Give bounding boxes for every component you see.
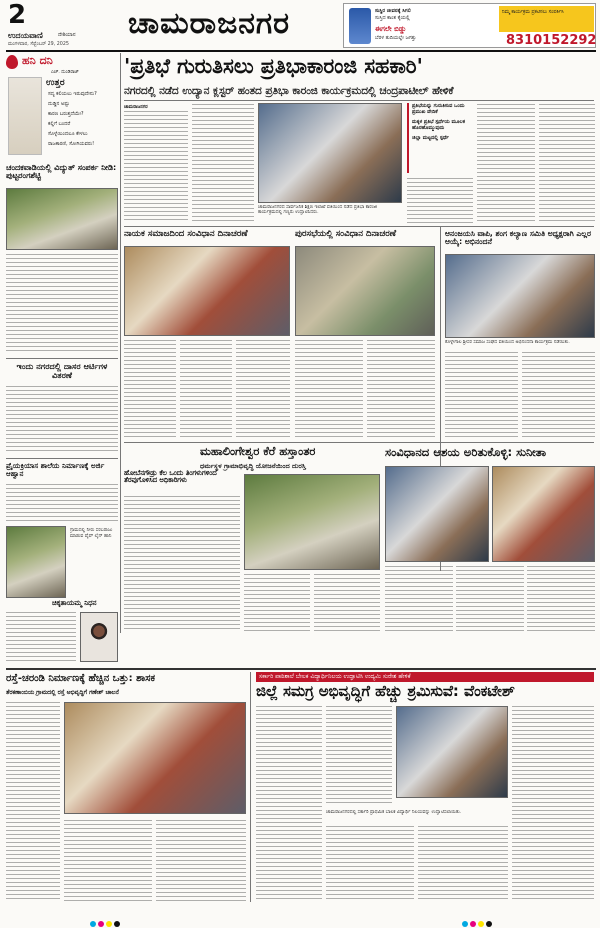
page-number: 2 [8,0,27,30]
edition: ದೇಶಿಯಾನ [58,32,76,38]
mid-story2-headline: ಪುರಸಭೆಯಲ್ಲಿ ಸಂವಿಧಾನ ದಿನಾಚರಣೆ [295,229,397,239]
bottom-right-body-a [256,706,322,902]
bottom-col-divider [250,672,251,902]
mid-story3-headline: ಮಹಾಲಿಂಗೇಶ್ವರ ಕೆರೆ ಹಸ್ತಾಂತರ [200,444,316,458]
mid-story3-photo [244,474,380,570]
ad-line1: ಸುಸ್ಥಿರ ಜೀವನಕ್ಕೆ ಸಿಗಲಿ [375,8,411,14]
honey-line-2: ದುಡ್ಡಿನ ಅಷ್ಟು [48,101,70,107]
cyan-dot [90,921,96,927]
mid-divider-2 [124,442,594,443]
banner-underline [124,100,594,101]
mid-story1-headline: ನಾಯಕ ಸಮಾಜದಿಂದ ಸಂವಿಧಾನ ದಿನಾಚರಣೆ [124,229,248,239]
water-pipe-caption: ಗ್ರಾಮದಲ್ಲಿ ನೀರು ಸರಬರಾಜು ಮಾಡುವ ಪೈಪ್ ಲೈನ್ ಹಾನಿ [70,528,113,539]
mid-story1-body-a [124,340,176,438]
masthead [0,0,600,50]
section-title: ಚಾಮರಾಜನಗರ [128,6,291,41]
paper-name: ಉದಯವಾಣಿ [8,31,43,40]
left-story1-headline: ಚಂದಕವಾಡಿಯಲ್ಲಿ ವಿದ್ಯುತ್ ಸಂಪರ್ಕ ನೀಡಿ: ಪುಟ್ಟರಂಗಶೆಟ್ಟಿ [6,163,117,181]
banner-body-col5 [477,104,535,223]
obituary-portrait [80,612,118,662]
ad-phone-number: 8310152292 [506,33,597,48]
bottom-left-body-b [64,820,152,902]
top-banner-subhead: ನಗರದಲ್ಲಿ ನಡೆದ ಉದ್ಯಾನ ಕ್ಲಸ್ಟರ್ ಹಂತದ ಪ್ರತಿಭಾ ಕಾರಂಜಿ ಕಾರ್ಯಕ್ರಮದಲ್ಲಿ ಚಂದ್ರಪಾಟೀಲ್ ಹೇಳಿಕೆ [124,85,454,97]
mid-story3-body-b [314,574,380,632]
mid-story3-subhead: ಧರ್ಮಸ್ಥಳ ಗ್ರಾಮಾಭಿವೃದ್ಧಿ ಯೋಜನೆಯಿಂದ ದುರಸ್ತಿ [200,462,306,470]
bottom-right-headline: ಜಿಲ್ಲೆ ಸಮಗ್ರ ಅಭಿವೃದ್ಧಿಗೆ ಹೆಚ್ಚು ಶ್ರಮಿಸುವೆ: ವೆಂಕಟೇಶ್ [256,683,515,700]
mid-story1-body-b [180,340,232,438]
yellow-dot-2 [478,921,484,927]
mid-divider-1 [124,226,594,227]
left-story2-body [6,386,118,454]
mid-story2-body-a [295,340,363,438]
right-story2-body-c [527,566,595,632]
bottom-right-kicker: ಸರ್ಕಾರಿ ಪಾಠಿಶಾಲೆ ಬೇಲಕ ವಿದ್ಯಾರ್ಥಿನಿಲಯ ಉದ್ಘಾಟಿಸಿ ಉದ್ಯಮಿ ಸುರೇಶ ಹೇಳಿಕೆ [256,672,594,682]
left-divider-2 [6,458,118,459]
masthead-divider [6,50,596,52]
col-divider-left [120,53,121,633]
left-story1-body [6,254,118,354]
mid-story1-photo [124,246,290,336]
right-story1-photo [445,254,595,338]
date: ಮಂಗಳವಾರ, ಸೆಪ್ಟೆಂಬರ್ 29, 2025 [8,42,69,47]
bottom-left-headline: ರಸ್ತೆ-ಚರಂಡಿ ನಿರ್ಮಾಣಕ್ಕೆ ಹೆಚ್ಚಿನ ಒತ್ತು: ಶಾಸಕ [6,673,155,684]
banner-body-col6 [539,104,595,223]
top-banner-headline: 'ಪ್ರತಿಭೆ ಗುರುತಿಸಲು ಪ್ರತಿಭಾಕಾರಂಜಿ ಸಹಕಾರಿ' [124,54,423,78]
honey-dani-box [6,55,116,161]
yellow-dot [106,921,112,927]
banner-body-col1 [124,111,188,223]
ad-line2: ಸುಸ್ತಿದ ಕಾಂತ ಕೈಯಲ್ಲಿ [375,15,410,21]
bottom-right-body-e [512,706,594,902]
obituary-body [6,612,76,662]
honey-illustration [8,77,42,155]
honey-title: ಉತ್ತರ [46,78,65,88]
magenta-dot-2 [470,921,476,927]
bullet-3: ಜಿಲ್ಲಾ ಮಟ್ಟದಲ್ಲಿ ಸ್ಪರ್ಧೆ [412,135,449,141]
right-story2-headline: ಸಂವಿಧಾನದ ಆಶಯ ಅರಿತುಕೊಳ್ಳಿ: ಸುನೀತಾ [385,445,547,459]
banner-bullets [407,103,473,173]
ad-cta: ಈಗಲೇ ಬಿಡ್ಡು [375,25,407,33]
honey-author: ಎಚ್. ದುಂಡಿರಾಜ್ [51,70,79,75]
registration-marks-2 [462,912,494,928]
honey-line-6: ರಾಜಕಾರಣಿ, ಸೋಗಿಯವರು! [48,141,95,147]
banner-photo-caption: ಚಾಮರಾಜನಗರದ ಸಾರ್ವಜನಿಕ ಶಿಕ್ಷಣ ಇಲಾಖೆ ವತಿಯಿಂದ ನಡೆದ ಪ್ರತಿಭಾ ಕಾರಂಜಿ ಕಾರ್ಯಕ್ರಮದಲ್ಲಿ ಗಣ್ಯರು ಉದ್ಘಾಟಿಸಿದರು. [258,205,377,215]
honey-line-3: ಕಾರಣ ಬರುತ್ತದೆಯೇ? [48,111,84,117]
banner-photo [258,103,402,203]
mid-story3-body-a [244,574,310,632]
obituary-title: ಚಿಕ್ಕತಾಯಮ್ಮ ನಿಧನ [52,599,97,607]
bottom-right-caption: ಚಾಮರಾಜನಗರದಲ್ಲಿ ಸರ್ಕಾರಿ ಪ್ರಾಥಮಿಕ ಬಾಲಕ ವಿದ್ಯಾರ್ಥಿ ನಿಲಯವನ್ನು ಉದ್ಘಾಟಿಸಲಾಯಿತು. [326,810,462,815]
mid-story2-photo [295,246,435,336]
bottom-right-photo [396,706,508,798]
right-story2-photo-a [385,466,489,562]
right-story2-body-a [385,566,453,632]
banner-body-col2 [192,104,254,223]
cyan-dot-2 [462,921,468,927]
bottom-right-body-b [326,706,392,806]
left-story2-headline: ಇಂದು ನಗರದಲ್ಲಿ ದಾಸರ ಆರ್ಟಿಗಳ ವಿತರಣೆ [16,361,108,380]
bottom-right-body-d [418,826,508,902]
bullet-2: ಮಕ್ಕಳ ಪ್ರತಿಭೆ ಸ್ಪರ್ಧೆಯ ಮೂಲಕ ಹೊರಹೊಮ್ಮುವುದು [412,119,465,131]
right-story2-photo-b [492,466,595,562]
black-dot [114,921,120,927]
bottom-right-body-c [326,826,414,902]
right-story1-headline: ಆನಂಜಯಸಿ ವಾಪಿ, ಶಂಗ ಕಲ್ಯಾಣ ಸಮಿತಿ ಅಧ್ಯಕ್ಷರಾಗಿ ಎಲ್ಲರ ಆಯ್ಕೆ: ಅಭಿನಂದನೆ [445,229,592,246]
right-story1-caption: ಕೊಳ್ಳೇಗಾಲ ಶ್ರೀಸರ ಸಮಾಜ ಸಂಘದ ವತಿಯಿಂದ ಅಭಿನಂದನಾ ಕಾರ್ಯಕ್ರಮ ನಡೆಯಿತು. [445,340,570,345]
honey-brand: ಹನಿ ದನಿ [22,54,53,67]
banner-dateline: ಚಾಮರಾಜನಗರ [124,105,148,110]
mid-story1-body-c [236,340,290,438]
mid-story2-body-b [367,340,435,438]
right-story1-body-a [445,352,518,438]
right-story1-body-b [522,352,595,438]
left-story1-photo [6,188,118,250]
top-ad [343,3,596,48]
magenta-dot [98,921,104,927]
ad-right-text: ನಿಮ್ಮ ಕಾರ್ಯಕ್ರಮ ಪ್ರಕಟಿಸಲು ಸಂಪರ್ಕಿಸಿ [502,10,564,15]
banner-body-col4 [407,178,473,223]
bullet-1: ಪ್ರತಿಭೆಯನ್ನು ಗುರುತಿಸುವ ಒಂದು ಪ್ರಮುಖ ವೇದಿಕೆ [412,103,465,115]
left-story3-body [6,484,118,522]
bottom-left-body-c [156,820,246,902]
bottom-left-subhead: ತೆರಕಣಾಂಬಿಯ ಗ್ರಾಮದಲ್ಲಿ ರಸ್ತೆ ಅಭಿವೃದ್ಧಿಗೆ ಗಣೇಶ್ ಚಾಲನೆ [6,690,119,696]
honey-line-5: ಸೊಳ್ಳೆಯಿಂದಲೂ ಕೇಳಲು [48,131,88,137]
honey-drop-icon [6,55,18,69]
honey-line-1: ಸದ್ಯ ಕಲಿಯಲು ಇರುವುದೇನು? [48,91,97,97]
ad-cta-sub: ಬೆರಳ ತುದಿಯಲ್ಲೇ ಜಗತ್ತು [375,35,417,41]
left-story4-headline: ಹೋಬೆನಗೌಡ್ರು ಕೆಲ ಒಂದು ತಿಂಗಳುಗಳಿಂದ ತೆರವುಗೊಳಿಸಿದ ಅಧಿಕಾರಿಗಳು [124,469,217,485]
honey-line-4: ಕಲ್ಲಿಗೆ ಬಂದರೆ [48,121,71,127]
ad-phone-illustration [349,8,371,44]
water-pipe-photo [6,526,66,598]
black-dot-2 [486,921,492,927]
right-story2-body-b [456,566,524,632]
bottom-divider [6,668,596,670]
bottom-left-photo [64,702,246,814]
left-story4-body [124,496,240,632]
left-story3-headline: ಪ್ರೈಯಕ್ರಿಯಾಸ ಶಾಲೆಯ ನಿರ್ಮಾಣಕ್ಕೆ ಅರ್ಜಿ ಆಹ್ವಾನ [6,461,105,478]
left-divider-1 [6,358,118,359]
registration-marks [90,912,122,928]
bottom-left-body-a [6,702,60,902]
